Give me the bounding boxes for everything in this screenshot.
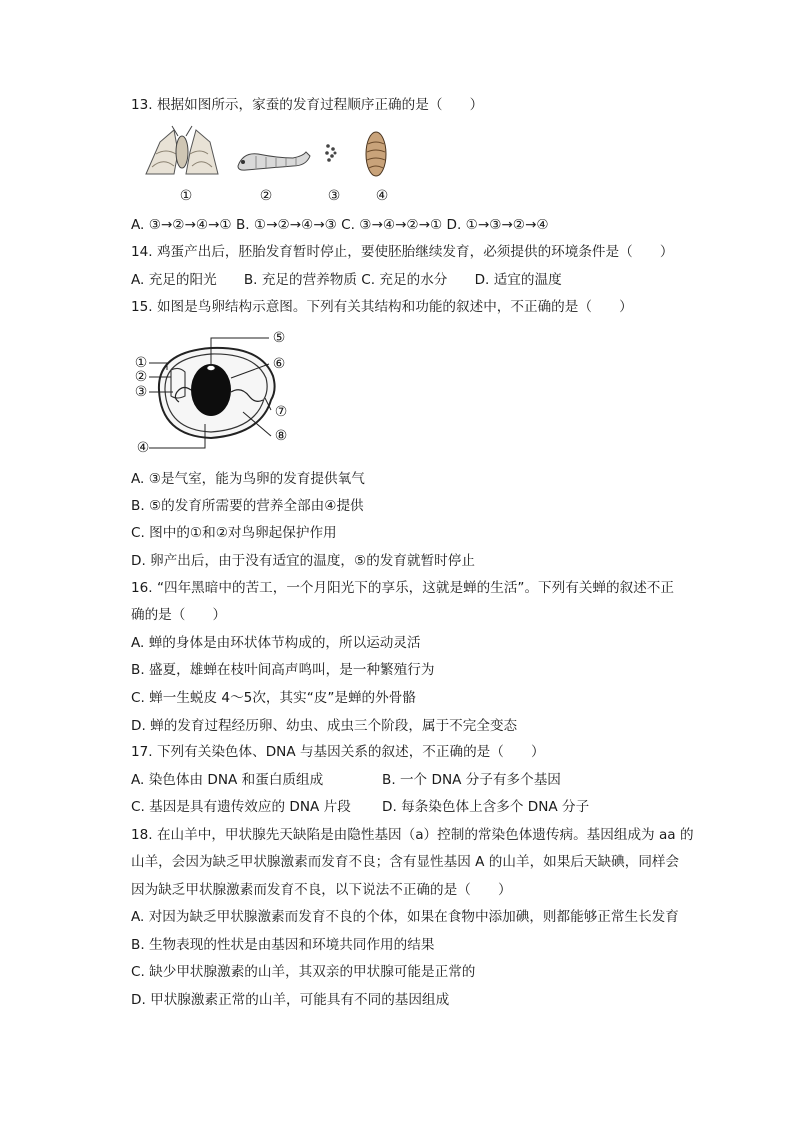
egg-label-1: ① bbox=[134, 355, 148, 371]
figure-label-3: ③ bbox=[327, 188, 341, 204]
q18-option-d: D. 甲状腺激素正常的山羊，可能具有不同的基因组成 bbox=[131, 992, 450, 1008]
germinal-disc-shape bbox=[207, 366, 215, 371]
egg-label-3: ③ bbox=[134, 384, 148, 400]
q16-option-c: C. 蝉一生蜕皮 4～5次，其实“皮”是蝉的外骨骼 bbox=[131, 690, 416, 706]
egg-label-8: ⑧ bbox=[274, 428, 288, 444]
q18-stem-line1: 18. 在山羊中，甲状腺先天缺陷是由隐性基因（a）控制的常染色体遗传病。基因组成为 aa 的 bbox=[131, 827, 694, 843]
silkworm-lifecycle-figure bbox=[138, 122, 428, 208]
q15-stem: 15. 如图是鸟卵结构示意图。下列有关其结构和功能的叙述中，不正确的是（ ） bbox=[131, 299, 633, 315]
q18-option-c: C. 缺少甲状腺激素的山羊，其双亲的甲状腺可能是正常的 bbox=[131, 964, 476, 980]
q18-option-b: B. 生物表现的性状是由基因和环境共同作用的结果 bbox=[131, 937, 435, 953]
figure-label-4: ④ bbox=[375, 188, 389, 204]
q16-stem-line1: 16. “四年黑暗中的苦工，一个月阳光下的享乐，这就是蝉的生活”。下列有关蝉的叙述不正 bbox=[131, 580, 674, 596]
egg-label-5: ⑤ bbox=[272, 330, 286, 346]
egg-label-2: ② bbox=[134, 369, 148, 385]
q17-option-b: B. 一个 DNA 分子有多个基因 bbox=[382, 772, 561, 788]
figure-label-2: ② bbox=[259, 188, 273, 204]
q15-option-d: D. 卵产出后，由于没有适宜的温度，⑤的发育就暂时停止 bbox=[131, 553, 475, 569]
bird-egg-structure-figure bbox=[131, 326, 301, 458]
figure-label-1: ① bbox=[179, 188, 193, 204]
q16-option-a: A. 蝉的身体是由环状体节构成的，所以运动灵活 bbox=[131, 635, 421, 651]
silkworm-stages-drawing bbox=[138, 122, 428, 182]
q14-options: A. 充足的阳光 B. 充足的营养物质 C. 充足的水分 D. 适宜的温度 bbox=[131, 272, 562, 288]
silkworm-larva-image bbox=[238, 152, 310, 170]
q17-option-c: C. 基因是具有遗传效应的 DNA 片段 bbox=[131, 799, 351, 815]
q16-option-b: B. 盛夏，雄蝉在枝叶间高声鸣叫，是一种繁殖行为 bbox=[131, 662, 435, 678]
silkworm-pupa-image bbox=[366, 132, 386, 176]
q17-stem: 17. 下列有关染色体、DNA 与基因关系的叙述，不正确的是（ ） bbox=[131, 744, 545, 760]
q18-stem-line3: 因为缺乏甲状腺激素而发育不良，以下说法不正确的是（ ） bbox=[131, 882, 512, 898]
egg-label-4: ④ bbox=[136, 440, 150, 456]
q15-option-a: A. ③是气室，能为鸟卵的发育提供氧气 bbox=[131, 471, 365, 487]
q17-option-a: A. 染色体由 DNA 和蛋白质组成 bbox=[131, 772, 324, 788]
q14-stem: 14. 鸡蛋产出后，胚胎发育暂时停止，要使胚胎继续发育，必须提供的环境条件是（ ） bbox=[131, 244, 674, 260]
q16-option-d: D. 蝉的发育过程经历卵、幼虫、成虫三个阶段，属于不完全变态 bbox=[131, 718, 518, 734]
q13-stem: 13. 根据如图所示，家蚕的发育过程顺序正确的是（ ） bbox=[131, 97, 484, 113]
q17-option-d: D. 每条染色体上含多个 DNA 分子 bbox=[382, 799, 590, 815]
egg-label-6: ⑥ bbox=[272, 356, 286, 372]
silkworm-eggs-image bbox=[325, 144, 336, 162]
q15-option-b: B. ⑤的发育所需要的营养全部由④提供 bbox=[131, 498, 364, 514]
q18-stem-line2: 山羊，会因为缺乏甲状腺激素而发育不良；含有显性基因 A 的山羊，如果后天缺碘，同样会 bbox=[131, 854, 680, 870]
egg-label-7: ⑦ bbox=[274, 404, 288, 420]
q18-option-a: A. 对因为缺乏甲状腺激素而发育不良的个体，如果在食物中添加碘，则都能够正常生长发育 bbox=[131, 909, 679, 925]
adult-moth-image bbox=[146, 126, 218, 174]
q16-stem-line2: 确的是（ ） bbox=[131, 607, 227, 623]
q15-option-c: C. 图中的①和②对鸟卵起保护作用 bbox=[131, 525, 337, 541]
q13-options: A. ③→②→④→① B. ①→②→④→③ C. ③→④→②→① D. ①→③→②→④ bbox=[131, 217, 549, 233]
yolk-shape bbox=[191, 364, 231, 416]
